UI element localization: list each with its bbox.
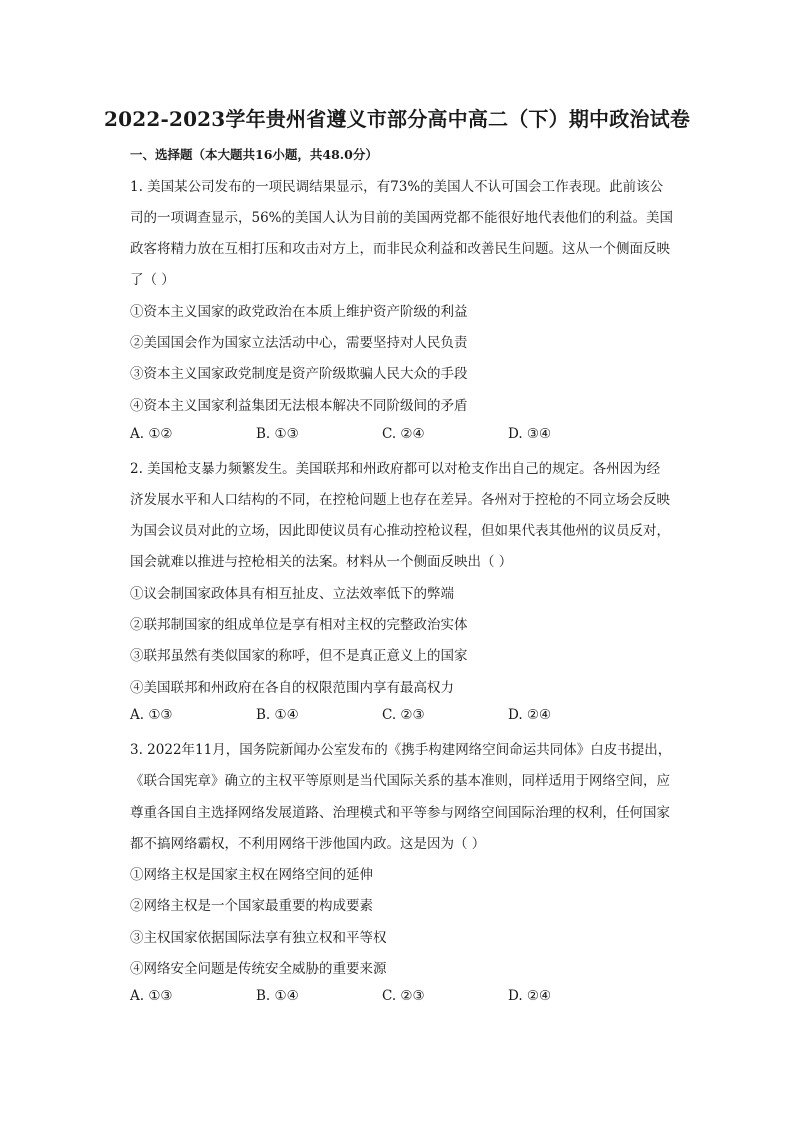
q3-line-4: 都不搞网络霸权，不利用网络干涉他国内政。这是因为（ ）: [130, 836, 486, 852]
q1-line-2: 司的一项调查显示，56%的美国人认为目前的美国两党都不能很好地代表他们的利益。美国: [130, 210, 674, 226]
q1-option-d: D. ③④: [508, 426, 552, 442]
q1-line-1: 1. 美国某公司发布的一项民调结果显示，有73%的美国人不认可国会工作表现。此前该公: [130, 179, 664, 195]
q2-statement-1: ①议会制国家政体具有相互扯皮、立法效率低下的弊端: [130, 586, 454, 602]
q2-line-3: 为国会议员对此的立场，因此即使议员有心推动控枪议程，但如果代表其他州的议员反对，: [130, 523, 670, 539]
q3-statement-4: ④网络安全问题是传统安全威胁的重要来源: [130, 961, 387, 977]
q2-line-4: 国会就难以推进与控枪相关的法案。材料从一个侧面反映出（ ）: [130, 554, 513, 570]
q3-option-d: D. ②④: [508, 988, 552, 1004]
q3-statement-2: ②网络主权是一个国家最重要的构成要素: [130, 898, 373, 914]
q3-line-2: 《联合国宪章》确立的主权平等原则是当代国际关系的基本准则，同样适用于网络空间，应: [130, 773, 670, 789]
q1-statement-2: ②美国国会作为国家立法活动中心，需要坚持对人民负责: [130, 335, 468, 351]
q1-option-a: A. ①②: [130, 426, 173, 442]
q2-option-a: A. ①③: [130, 707, 173, 723]
q2-option-b: B. ①④: [256, 707, 299, 723]
q1-statement-3: ③资本主义国家政党制度是资产阶级欺骗人民大众的手段: [130, 366, 468, 382]
q1-statement-1: ①资本主义国家的政党政治在本质上维护资产阶级的利益: [130, 304, 468, 320]
section-heading: 一、选择题（本大题共16小题，共48.0分）: [130, 147, 378, 162]
exam-title: 2022-2023学年贵州省遵义市部分高中高二（下）期中政治试卷: [103, 107, 691, 131]
q1-option-b: B. ①③: [256, 426, 299, 442]
q2-statement-2: ②联邦制国家的组成单位是享有相对主权的完整政治实体: [130, 617, 468, 633]
q2-statement-3: ③联邦虽然有类似国家的称呼，但不是真正意义上的国家: [130, 648, 468, 664]
q3-statement-3: ③主权国家依据国际法享有独立权和平等权: [130, 930, 387, 946]
q3-option-b: B. ①④: [256, 988, 299, 1004]
q3-statement-1: ①网络主权是国家主权在网络空间的延伸: [130, 867, 373, 883]
q1-statement-4: ④资本主义国家利益集团无法根本解决不同阶级间的矛盾: [130, 398, 468, 414]
q1-line-4: 了（ ）: [130, 272, 175, 288]
q2-option-c: C. ②③: [382, 707, 425, 723]
q3-option-a: A. ①③: [130, 988, 173, 1004]
q1-option-c: C. ②④: [382, 426, 425, 442]
q2-line-2: 济发展水平和人口结构的不同，在控枪问题上也存在差异。各州对于控枪的不同立场会反映: [130, 492, 670, 508]
q2-statement-4: ④美国联邦和州政府在各自的权限范围内享有最高权力: [130, 680, 454, 696]
q1-line-3: 政客将精力放在互相打压和攻击对方上，而非民众利益和改善民生问题。这从一个侧面反映: [130, 241, 670, 257]
q3-option-c: C. ②③: [382, 988, 425, 1004]
q2-option-d: D. ②④: [508, 707, 552, 723]
q3-line-1: 3. 2022年11月，国务院新闻办公室发布的《携手构建网络空间命运共同体》白皮书提出，: [130, 742, 672, 758]
q2-line-1: 2. 美国枪支暴力频繁发生。美国联邦和州政府都可以对枪支作出自己的规定。各州因为经: [130, 461, 661, 477]
q3-line-3: 尊重各国自主选择网络发展道路、治理模式和平等参与网络空间国际治理的权利，任何国家: [130, 805, 670, 821]
